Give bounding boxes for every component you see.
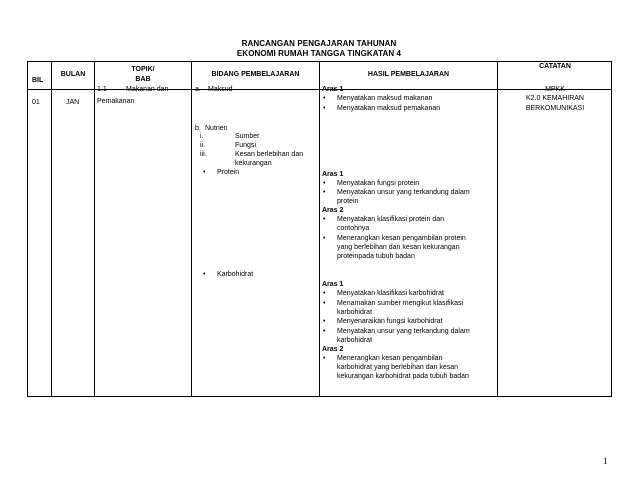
sub-item-num: i. [200, 133, 204, 140]
bullet: • [323, 189, 326, 196]
column-divider [191, 62, 192, 396]
sub-item-text: Sumber [235, 133, 260, 140]
hasil-item-text-cont: yang berlebihan dan kesan kekurangan [337, 244, 460, 251]
sub-item-num: ii. [200, 142, 206, 149]
bidang-a-text: Maksud [208, 86, 233, 93]
lesson-plan-table [27, 61, 612, 397]
hasil-item-text-cont: karbohidrat yang berlebihan dan kesan [337, 364, 459, 371]
aras-label: Aras 2 [322, 346, 344, 353]
hasil-item-text: Menyatakan unsur yang terkandung dalam [337, 328, 470, 335]
column-header-topik: TOPIK/ [131, 66, 155, 73]
sub-item-text: Kesan berlebihan dan [235, 151, 304, 158]
bullet: • [323, 328, 326, 335]
column-header-bulan: BULAN [60, 71, 86, 78]
bullet: • [323, 318, 326, 325]
column-divider [319, 62, 320, 396]
bullet: • [323, 290, 326, 297]
column-header-bil: BIL [32, 77, 44, 84]
bullet: • [323, 235, 326, 242]
row-bil: 01 [32, 99, 40, 106]
hasil-item-text: Menerangkan kesan pengambilan [337, 355, 443, 362]
catatan-line: BERKOMUNIKASI [525, 105, 585, 112]
bidang-a-label: a. [195, 86, 201, 93]
document-subtitle: EKONOMI RUMAH TANGGA TINGKATAN 4 [236, 49, 402, 58]
bullet: • [203, 271, 206, 278]
hasil-item-text: Menyatakan maksud makanan [337, 95, 433, 102]
aras-label: Aras 1 [322, 171, 344, 178]
sub-item-num: iii. [200, 151, 207, 158]
bullet: • [323, 105, 326, 112]
sub-item-text: Fungsi [235, 142, 257, 149]
hasil-item-text-cont: protein [337, 198, 359, 205]
hasil-item-text-cont: karbohidrat [337, 337, 373, 344]
catatan-line: K2.0 KEMAHIRAN [526, 95, 584, 102]
hasil-item-text: Menerangkan kesan pengambilan protein [337, 235, 466, 242]
bullet: • [323, 95, 326, 102]
bidang-karbohidrat-text: Karbohidrat [217, 271, 254, 278]
column-divider [94, 62, 95, 396]
hasil-item-text-cont: kekurangan karbohidrat pada tubuh badan [337, 373, 469, 380]
bidang-protein-text: Protein [217, 169, 240, 176]
column-header-bab: BAB [135, 76, 151, 83]
page-number: 1 [603, 456, 608, 466]
bullet: • [323, 355, 326, 362]
hasil-item-text-cont: contohnya [337, 225, 370, 232]
hasil-item-text: Menyatakan unsur yang terkandung dalam [337, 189, 470, 196]
bullet: • [323, 180, 326, 187]
topic-title-cont: Pemakanan [97, 98, 135, 105]
column-header-bidang: BIDANG PEMBELAJARAN [211, 71, 300, 78]
aras-label: Aras 2 [322, 207, 344, 214]
column-header-catatan: CATATAN [539, 63, 571, 70]
hasil-item-text: Menyenaraikan fungsi karbohidrat [337, 318, 443, 325]
document-title: RANCANGAN PENGAJARAN TAHUNAN [241, 39, 397, 48]
hasil-item-text-cont: karbohidrat [337, 309, 373, 316]
column-divider [51, 62, 52, 396]
bullet: • [323, 216, 326, 223]
column-header-hasil: HASIL PEMBELAJARAN [367, 71, 450, 78]
bidang-b-label: b. [195, 125, 201, 132]
hasil-item-text: Menamakan sumber mengikut klasifikasi [337, 300, 464, 307]
hasil-item-text-cont: proteinpada tubuh badan [337, 253, 415, 260]
hasil-item-text: Menyatakan fungsi protein [337, 180, 420, 187]
catatan-line: MPKK [545, 86, 565, 93]
hasil-item-text: Menyatakan maksud pemakanan [337, 105, 441, 112]
topic-title: Makanan dan [126, 86, 169, 93]
hasil-item-text: Menyatakan klasifikasi karbohidrat [337, 290, 444, 297]
topic-number: 1.1 [97, 86, 107, 93]
aras-label: Aras 1 [322, 86, 344, 93]
bullet: • [323, 300, 326, 307]
bidang-b-text: Nutrien [205, 125, 228, 132]
row-bulan: JAN [66, 99, 80, 106]
bullet: • [203, 169, 206, 176]
hasil-item-text: Menyatakan klasifikasi protein dan [337, 216, 445, 223]
sub-item-text-cont: kekurangan [235, 160, 272, 167]
aras-label: Aras 1 [322, 281, 344, 288]
